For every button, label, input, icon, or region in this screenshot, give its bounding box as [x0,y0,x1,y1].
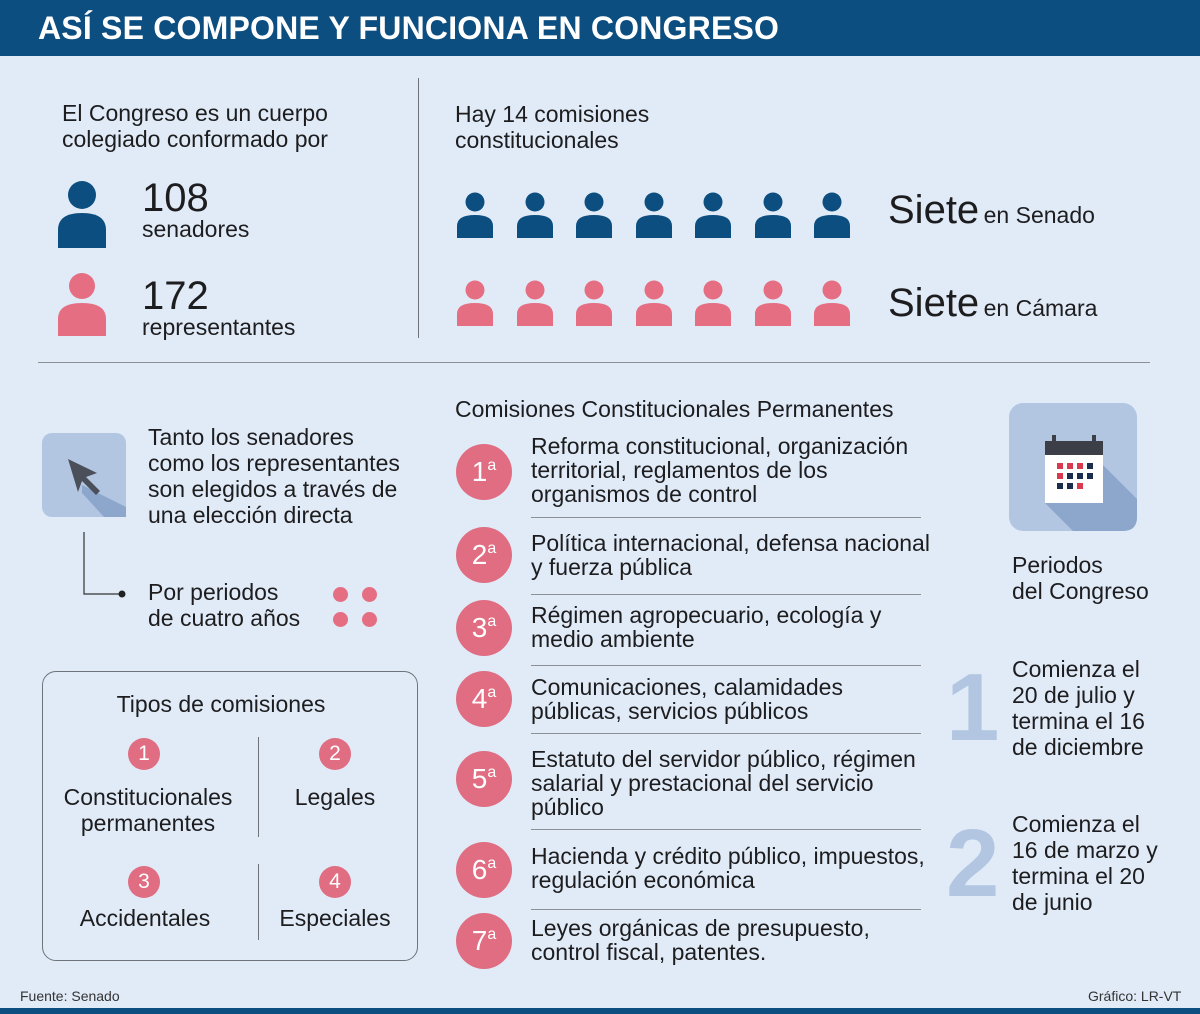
commission-person-icon [694,280,732,326]
periods-title-line-2: del Congreso [1012,578,1149,604]
footer-credit: Gráfico: LR-VT [1088,988,1182,1004]
commission-7-badge [456,913,512,969]
period-1-line-1: Comienza el [1012,656,1140,682]
section-divider-vertical [418,78,419,338]
representatives-label: representantes [142,314,296,340]
period-2-line-2: 16 de marzo y [1012,837,1158,863]
commission-6-line-2: regulación económica [531,867,755,893]
period-text [148,579,300,631]
representative-person-icon [56,272,108,336]
ordinal-mark: a [487,855,497,872]
commission-6-line-1: Hacienda y crédito público, impuestos, [531,843,925,869]
period-2-line-1: Comienza el [1012,811,1140,837]
commission-5-number: 5 [471,763,488,794]
calendar-icon [1009,403,1137,531]
election-line-2: como los representantes [148,450,400,476]
commission-2-line-1: Política internacional, defensa nacional [531,530,930,556]
commissions-intro-line-1: Hay 14 comisiones [455,101,650,127]
period-1-line-4: de diciembre [1012,734,1144,760]
ordinal-mark: a [487,540,497,557]
election-line-1: Tanto los senadores [148,424,354,450]
commission-4-number: 4 [471,683,488,714]
camara-commission-icons [456,280,856,328]
type-3-number: 3 [128,866,160,898]
commission-person-icon [635,280,673,326]
commission-person-icon [694,192,732,238]
type-3-label: Accidentales [79,905,211,931]
commission-4-line-1: Comunicaciones, calamidades [531,674,843,700]
senado-commission-icons [456,192,856,240]
commission-5-line-3: público [531,794,604,820]
commission-6-badge [456,842,512,898]
period-2-text [1012,811,1158,915]
commission-2-line-2: y fuerza pública [531,554,693,580]
periods-title-line-1: Periodos [1012,552,1103,578]
commissions-intro [455,101,649,153]
ordinal-mark: a [487,457,497,474]
commission-4-badge [456,671,512,727]
period-1-text [1012,656,1145,760]
commission-person-icon [575,192,613,238]
types-divider-top [258,737,259,837]
commission-person-icon [754,280,792,326]
commission-1-text [531,434,908,506]
commission-person-icon [635,192,673,238]
senado-count-word: Siete [888,188,980,232]
commission-separator [531,517,921,518]
representatives-number: 172 [142,274,209,318]
cursor-icon [42,433,126,517]
commission-1-badge [456,444,512,500]
commission-separator [531,594,921,595]
senado-count [888,188,1095,233]
senator-person-icon [56,180,108,248]
commission-7-text [531,916,870,964]
election-text [148,424,400,528]
type-1-label [48,784,248,836]
commission-1-number: 1 [471,456,488,487]
commission-6-text [531,844,925,892]
commission-5-text [531,747,916,819]
period-dot [333,612,348,627]
footer-bar [0,1008,1200,1014]
commission-5-line-1: Estatuto del servidor público, régimen [531,746,916,772]
type-2-number: 2 [319,738,351,770]
type-1-number: 1 [128,738,160,770]
period-line-1: Por periodos [148,579,279,605]
periods-title [1012,552,1149,604]
commission-person-icon [516,280,554,326]
commission-person-icon [754,192,792,238]
commission-separator [531,665,921,666]
types-divider-bottom [258,864,259,940]
period-1-line-3: termina el 16 [1012,708,1145,734]
commissions-intro-line-2: constitucionales [455,127,619,153]
commission-7-number: 7 [471,925,488,956]
election-line-4: una elección directa [148,502,353,528]
period-dot [333,587,348,602]
commission-person-icon [456,192,494,238]
ordinal-mark: a [487,926,497,943]
commission-7-line-2: control fiscal, patentes. [531,939,767,965]
commission-separator [531,829,921,830]
commission-person-icon [516,192,554,238]
commission-1-line-1: Reforma constitucional, organización [531,433,909,459]
commission-1-line-2: territorial, reglamentos de los [531,457,828,483]
commission-person-icon [456,280,494,326]
types-title: Tipos de comisiones [116,691,326,717]
section-divider-horizontal [38,362,1150,363]
period-dot [362,612,377,627]
type-1-line-2: permanentes [80,810,216,836]
election-line-3: son elegidos a través de [148,476,398,502]
commission-5-badge [456,751,512,807]
commission-3-badge [456,600,512,656]
connector-line [80,530,130,600]
period-1-line-2: 20 de julio y [1012,682,1135,708]
commission-3-line-2: medio ambiente [531,626,695,652]
commission-1-line-3: organismos de control [531,481,758,507]
ordinal-mark: a [487,764,497,781]
commission-separator [531,909,921,910]
composition-intro-line-1: El Congreso es un cuerpo [62,100,328,126]
senators-label: senadores [142,216,250,242]
period-2-line-4: de junio [1012,889,1093,915]
period-line-2: de cuatro años [148,605,301,631]
commission-person-icon [813,192,851,238]
commission-6-number: 6 [471,854,488,885]
type-2-label: Legales [294,784,376,810]
senado-count-suffix: en Senado [983,202,1095,228]
commission-separator [531,733,921,734]
camara-count [888,281,1097,326]
composition-intro [62,100,328,152]
commission-2-number: 2 [471,539,488,570]
page-title: ASÍ SE COMPONE Y FUNCIONA EN CONGRESO [38,10,780,46]
permanent-title: Comisiones Constitucionales Permanentes [455,396,894,422]
commission-4-line-2: públicas, servicios públicos [531,698,809,724]
type-1-line-1: Constitucionales [63,784,233,810]
ordinal-mark: a [487,684,497,701]
period-2-number: 2 [946,810,1000,917]
commission-2-badge [456,527,512,583]
period-2-line-3: termina el 20 [1012,863,1145,889]
commission-person-icon [575,280,613,326]
period-1-number: 1 [946,654,1000,761]
camara-count-word: Siete [888,281,980,325]
period-dot [362,587,377,602]
commission-3-line-1: Régimen agropecuario, ecología y [531,602,882,628]
type-4-number: 4 [319,866,351,898]
commission-person-icon [813,280,851,326]
footer-source: Fuente: Senado [20,988,120,1004]
type-4-label: Especiales [279,905,391,931]
commission-7-line-1: Leyes orgánicas de presupuesto, [531,915,870,941]
camara-count-suffix: en Cámara [983,295,1098,321]
commission-3-number: 3 [471,612,488,643]
senators-number: 108 [142,176,209,220]
commission-3-text [531,603,881,651]
commission-5-line-2: salarial y prestacional del servicio [531,770,874,796]
commission-4-text [531,675,843,723]
composition-intro-line-2: colegiado conformado por [62,126,328,152]
ordinal-mark: a [487,613,497,630]
commission-2-text [531,531,930,579]
